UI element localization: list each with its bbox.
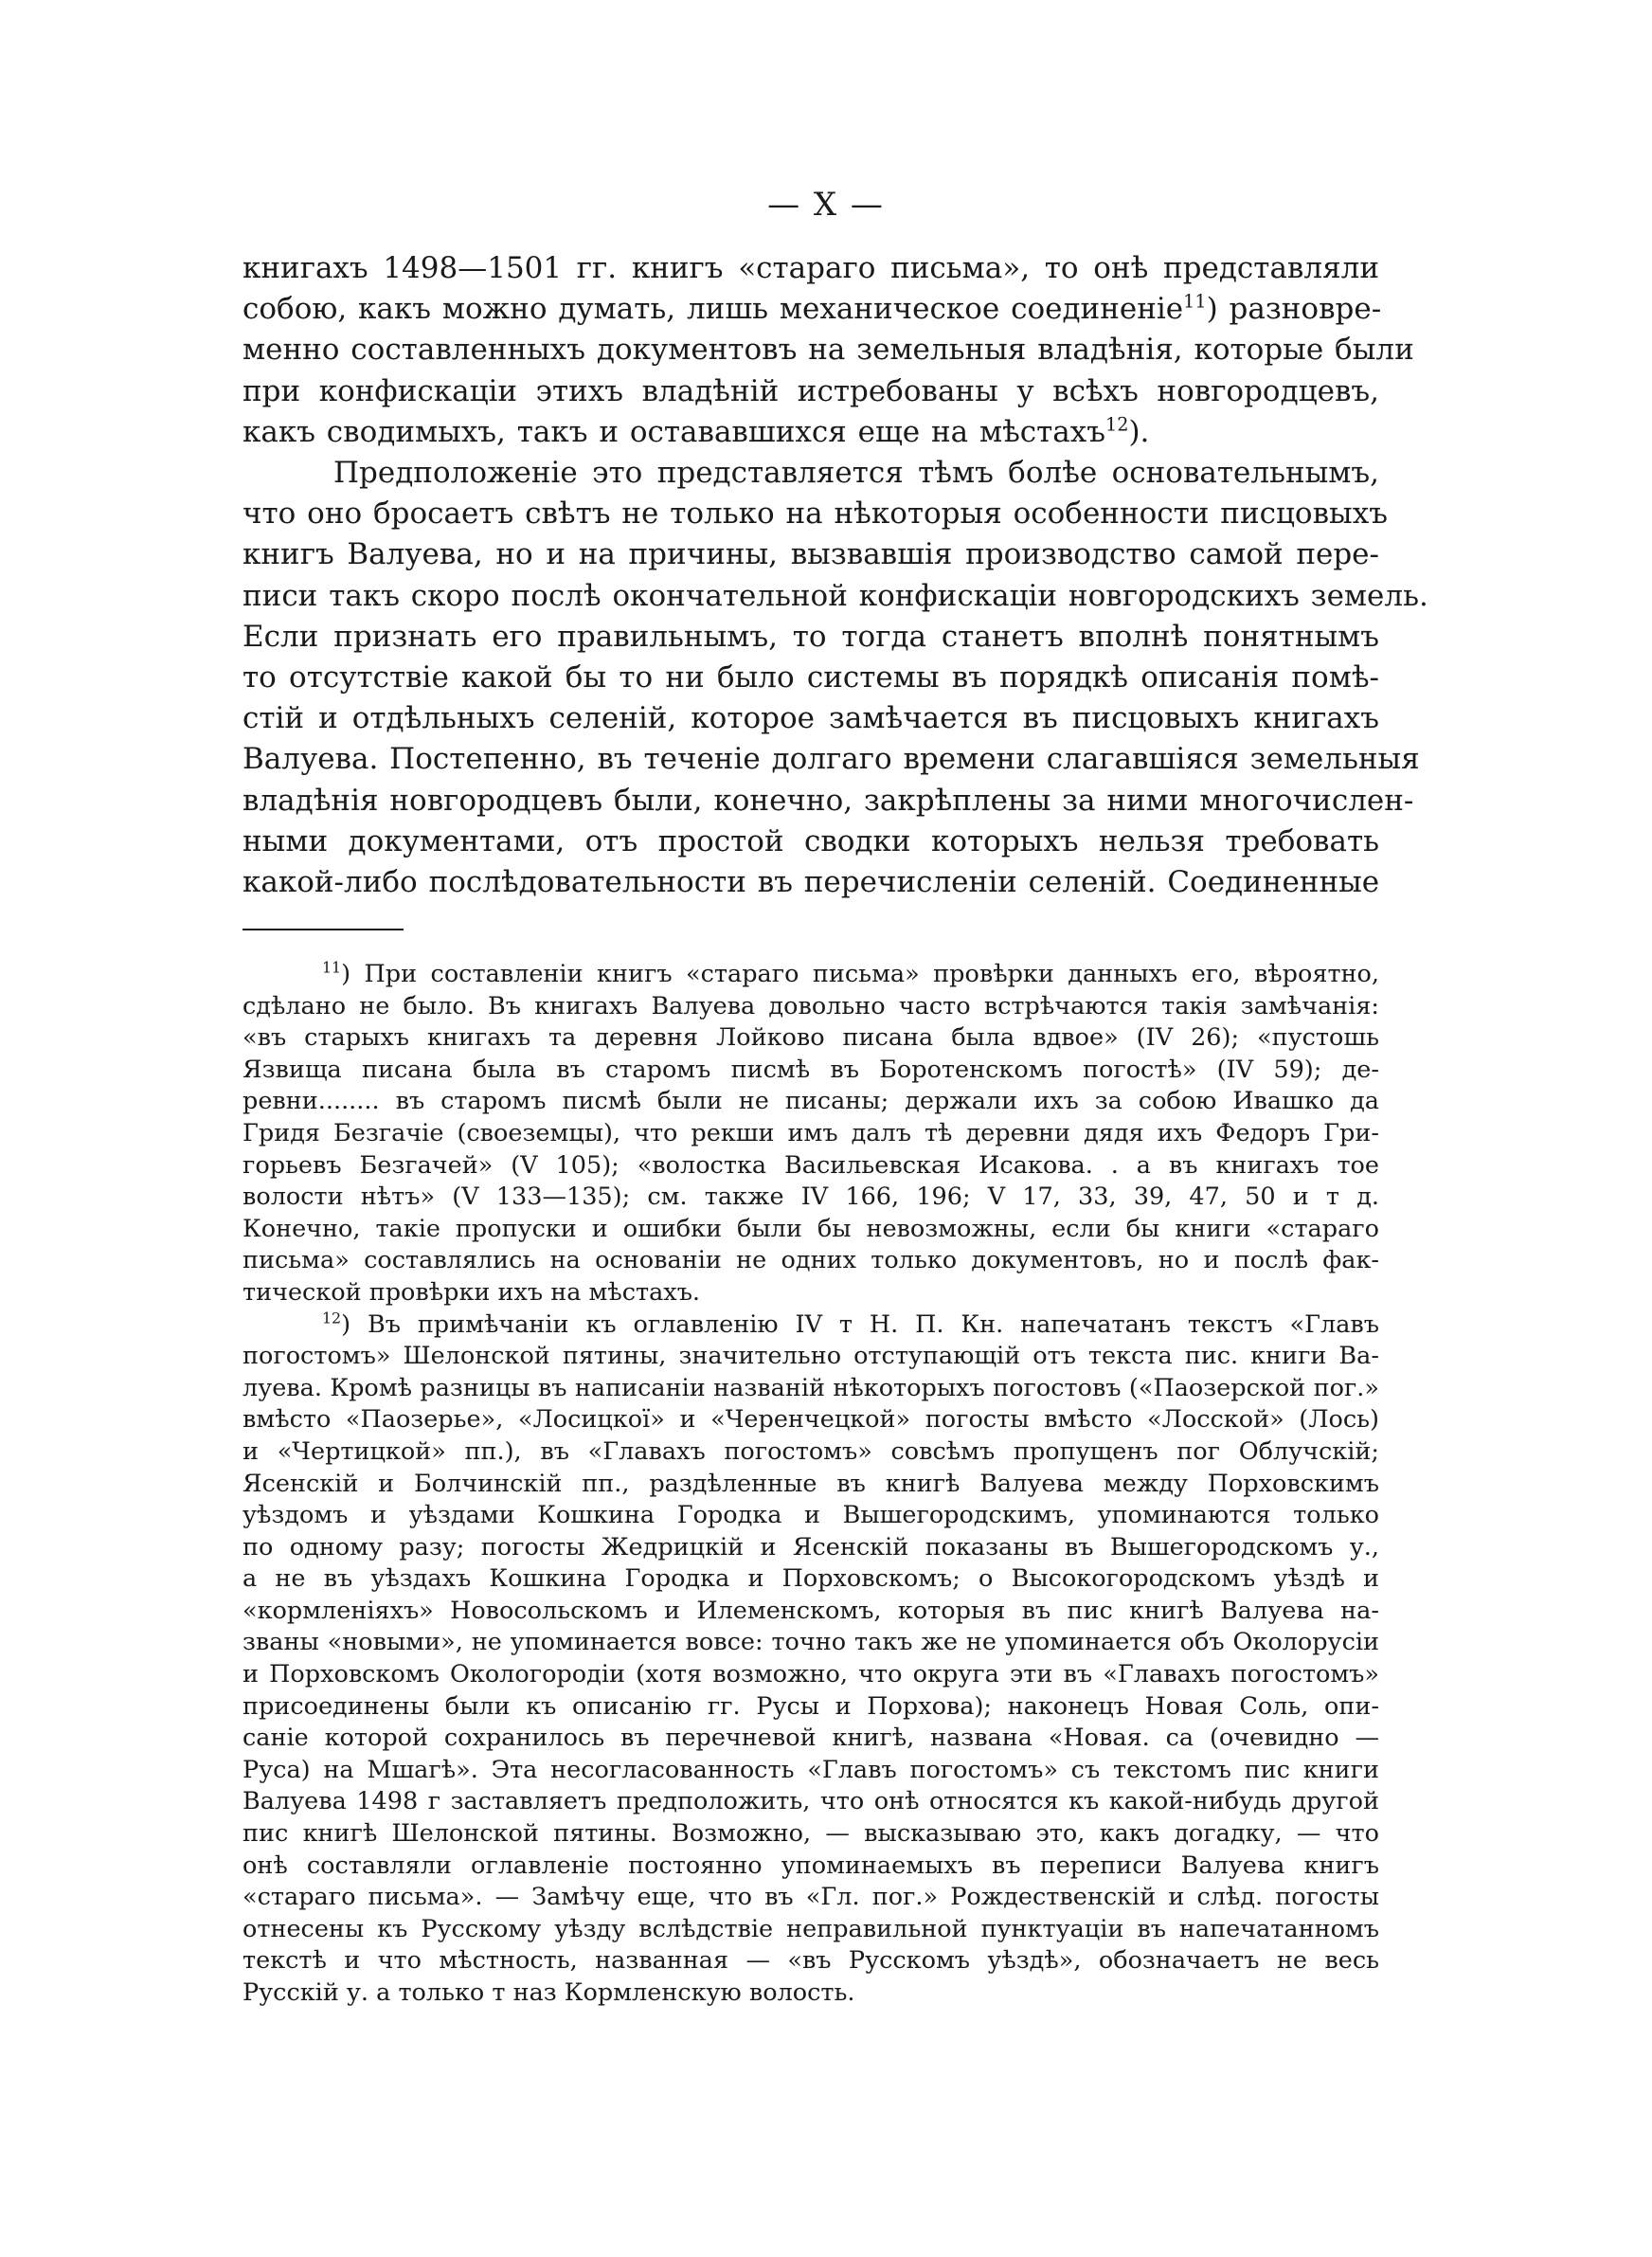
footnote-line: «въ старыхъ книгахъ та деревня Лойково писана была вдвое» (IV 26); «пустошь — [242, 1023, 1379, 1053]
footnote-line: «стараго письма». — Замѣчу еще, что въ «Гл. пог.» Рождественскій и слѣд. погосты — [242, 1883, 1379, 1912]
footnote-12 — [242, 1309, 1379, 2010]
footnote-line: погостомъ» Шелонской пятины, значительно отступающій отъ текста пис. книги Ва- — [242, 1342, 1379, 1371]
footnote-mark-11: 11 — [322, 958, 342, 977]
footnote-line: присоединены были къ описанію гг. Русы и Порхова); наконецъ Новая Соль, опи- — [242, 1691, 1379, 1721]
text-line: писи такъ скоро послѣ окончательной конфискаціи новгородскихъ земель. — [242, 578, 1428, 613]
footnote-line: письма» составлялись на основаніи не одних только документовъ, но и послѣ фак- — [242, 1246, 1379, 1275]
footnote-line: Валуева 1498 г заставляетъ предположить, что онѣ относятся къ какой-нибудь другой — [242, 1787, 1379, 1816]
footnote-line-part: ) При составленіи книгъ «стараго письма» провѣрки данныхъ его, вѣроятно, — [341, 960, 1379, 988]
paragraph-2 — [242, 453, 1428, 903]
paragraph-1 — [242, 248, 1414, 453]
footnote-line: и «Чертицкой» пп.), въ «Главахъ погостомъ» совсѣмъ пропущенъ пог Облучскій; — [242, 1436, 1379, 1466]
footnote-line: званы «новыми», не упоминается вовсе: точно такъ же не упоминается объ Околорусіи — [242, 1628, 1379, 1657]
footnote-line: а не въ уѣздахъ Кошкина Городка и Порховскомъ; о Высокогородскомъ уѣздѣ и — [242, 1564, 1379, 1594]
text-line: книгъ Валуева, но и на причины, вызвавшія производство самой пере- — [242, 537, 1379, 572]
footnote-line: Гридя Безгачіе (своеземцы), что рекши имъ далъ тѣ деревни дядя ихъ Федоръ Гри- — [242, 1118, 1379, 1147]
text-line: менно составленныхъ документовъ на земельныя владѣнія, которые были — [242, 333, 1414, 368]
footnote-line: Ясенскій и Болчинскій пп., раздѣленные въ книгѣ Валуева между Порховскимъ — [242, 1469, 1379, 1498]
footnote-line-part: ) Въ примѣчаніи къ оглавленію IV т Н. П. Кн. напечатанъ текстъ «Главъ — [341, 1309, 1379, 1339]
footnotes — [242, 959, 1379, 2010]
text-line: при конфискаціи этихъ владѣній истребованы у всѣхъ новгородцевъ, — [242, 373, 1379, 408]
footnote-line: Язвища писана была въ старомъ писмѣ въ Боротенскомъ погостѣ» (IV 59); де- — [242, 1055, 1379, 1084]
text-line — [242, 289, 1382, 330]
footnote-11 — [242, 959, 1379, 1309]
text-line: Если признать его правильнымъ, то тогда станетъ вполнѣ понятнымъ — [242, 619, 1379, 654]
footnote-separator — [242, 929, 404, 930]
footnote-ref-12[interactable]: 12 — [1105, 413, 1129, 436]
footnote-line: луева. Кромѣ разницы въ написаніи названій нѣкоторыхъ погостовъ («Паозерской пог.» — [242, 1373, 1379, 1402]
footnote-line: Конечно, такіе пропуски и ошибки были бы невозможны, если бы книги «стараго — [242, 1214, 1379, 1243]
footnote-line: волости нѣтъ» (V 133—135); см. также IV 166, 196; V 17, 33, 39, 47, 50 и т д. — [242, 1183, 1379, 1212]
text-line: ными документами, отъ простой сводки которыхъ нельзя требовать — [242, 823, 1379, 858]
footnote-line: «кормленіяхъ» Новосольскомъ и Илеменскомъ, которыя въ пис книгѣ Валуева на- — [242, 1596, 1379, 1625]
footnote-line: онѣ составляли оглавленіе постоянно упоминаемыхъ въ переписи Валуева книгъ — [242, 1851, 1379, 1880]
footnote-line: и Порховскомъ Окологородіи (хотя возможно, что округа эти въ «Главахъ погостомъ» — [242, 1660, 1379, 1689]
footnote-line: вмѣсто «Паозерье», «Лосицкої» и «Черенчецкой» погосты вмѣсто «Лосской» (Лось) — [242, 1405, 1379, 1435]
footnote-line — [242, 1309, 1379, 1342]
text-line: то отсутствіе какой бы то ни было системы въ порядкѣ описанія помѣ- — [242, 660, 1379, 695]
text-line: владѣнія новгородцевъ были, конечно, закрѣплены за ними многочислен- — [242, 783, 1414, 818]
main-text — [242, 248, 1428, 903]
footnote-line — [242, 959, 1379, 991]
text-line: Валуева. Постепенно, въ теченіе долгаго времени слагавшіяся земельныя — [242, 742, 1420, 777]
footnote-line: сдѣлано не было. Въ книгахъ Валуева довольно часто встрѣчаются такія замѣчанія: — [242, 991, 1379, 1020]
footnote-line: ревни........ въ старомъ писмѣ были не писаны; держали ихъ за собою Ивашко да — [242, 1087, 1379, 1116]
footnote-line: текстѣ и что мѣстность, названная — «въ Русскомъ уѣздѣ», обозначаетъ не весь — [242, 1946, 1379, 1976]
text-line-part: ). — [1128, 414, 1150, 449]
footnote-line: Русскій у. а только т наз Кормленскую волость. — [242, 1978, 855, 2007]
footnote-line: Руса) на Мшагѣ». Эта несогласованность «Главъ погостомъ» съ текстомъ пис книги — [242, 1755, 1379, 1784]
page-number: — X — — [767, 186, 885, 224]
footnote-mark-12: 12 — [322, 1309, 342, 1327]
text-line: стій и отдѣльныхъ селеній, которое замѣчается въ писцовыхъ книгахъ — [242, 701, 1379, 736]
footnote-line: уѣздомъ и уѣздами Кошкина Городка и Вышегородскимъ, упоминаются только — [242, 1501, 1379, 1530]
footnote-line: горьевъ Безгачей» (V 105); «волостка Васильевская Исакова. . а въ книгахъ тое — [242, 1150, 1379, 1180]
footnote-line: отнесены къ Русскому уѣзду вслѣдствіе неправильной пунктуаціи въ напечатанномъ — [242, 1914, 1379, 1943]
footnote-line: саніе которой сохранилось въ перечневой книгѣ, названа «Новая. са (очевидно — — [242, 1724, 1379, 1753]
text-line: Предположеніе это представляется тѣмъ болѣе основательнымъ, — [333, 456, 1379, 491]
text-line: что оно бросаетъ свѣтъ не только на нѣкоторыя особенности писцовыхъ — [242, 497, 1388, 532]
footnote-line: пис книгѣ Шелонской пятины. Возможно, — высказываю это, какъ догадку, — что — [242, 1819, 1379, 1849]
text-line: книгахъ 1498—1501 гг. книгъ «стараго письма», то онѣ представляли — [242, 251, 1379, 285]
text-line-part: какъ сводимыхъ, такъ и остававшихся еще на мѣстахъ — [242, 414, 1105, 449]
footnote-line: тической провѣрки ихъ на мѣстахъ. — [242, 1277, 701, 1307]
text-line-part: ) разновре- — [1206, 292, 1382, 327]
text-line: какой-либо послѣдовательности въ перечисленіи селеній. Соединенные — [242, 865, 1380, 900]
text-line-part: собою, какъ можно думать, лишь механическое соединеніе — [242, 292, 1184, 327]
footnote-ref-11[interactable]: 11 — [1183, 290, 1207, 313]
footnote-line: по одному разу; погосты Жедрицкій и Ясенскій показаны въ Вышегородскомъ у., — [242, 1532, 1379, 1562]
text-line — [242, 412, 1379, 453]
